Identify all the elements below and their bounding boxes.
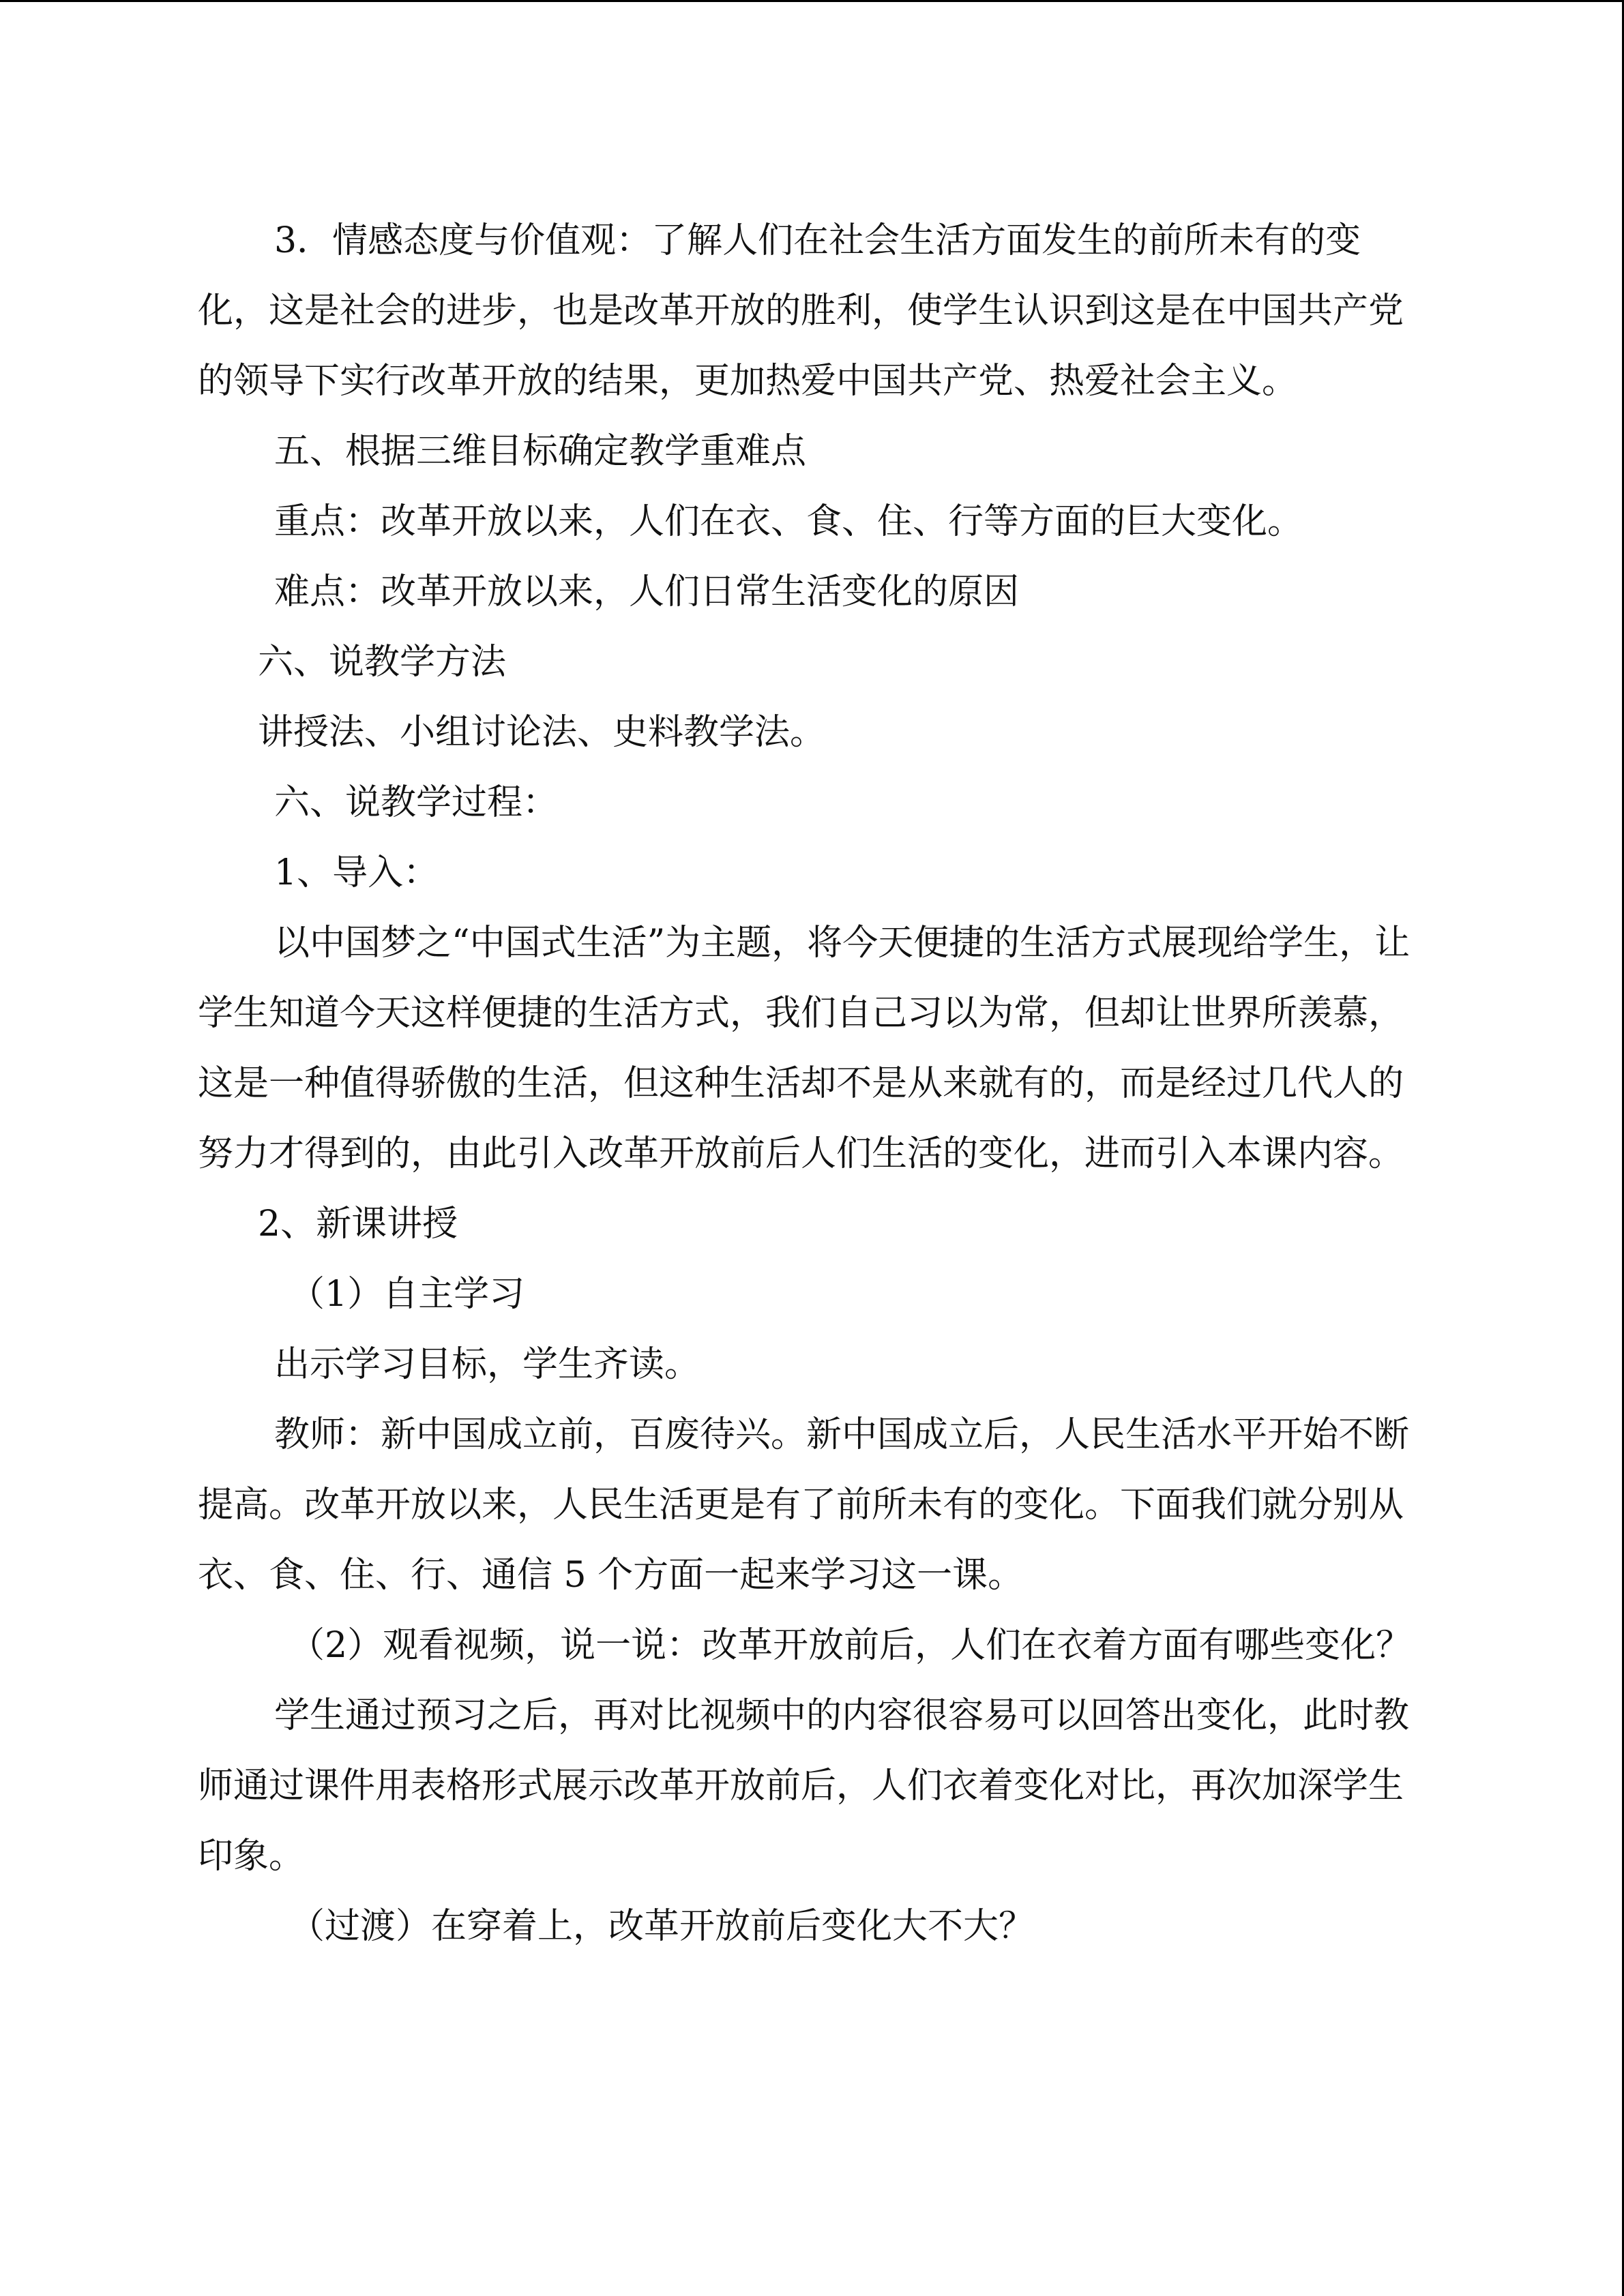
page-top-border — [0, 0, 1624, 2]
paragraph-transition: （过渡）在穿着上，改革开放前后变化大不大？ — [289, 1906, 1035, 1947]
document-body — [198, 206, 1419, 1962]
paragraph-students-review: 学生通过预习之后，再对比视频中的内容很容易可以回答出变化，此时教师通过课件用表格形式展示改革开放前后，人们衣着变化对比，再次加深学生印象。 — [198, 1695, 1410, 1877]
paragraph-introduction: 以中国梦之“中国式生活”为主题，将今天便捷的生活方式展现给学生，让学生知道今天这样便捷的生活方式，我们自己习以为常，但却让世界所羡慕，这是一种值得骄傲的生活，但这种生活却不是从来就有的，而是经过几代人的努力才得到的，由此引入改革开放前后人们生活的变化，进而引入本课内容。 — [198, 923, 1411, 1174]
paragraph-emotional-goals: 3．情感态度与价值观：了解人们在社会生活方面发生的前所未有的变化，这是社会的进步，也是改革开放的胜利，使学生认识到这是在中国共产党的领导下实行改革开放的结果，更加热爱中国共产党、热爱社会主义。 — [198, 220, 1404, 402]
heading-teaching-process: 六、说教学过程： — [274, 782, 559, 823]
paragraph-difficult-point: 难点：改革开放以来，人们日常生活变化的原因 — [274, 571, 1020, 612]
heading-self-study: （1）自主学习 — [289, 1274, 525, 1315]
heading-new-lesson: 2、新课讲授 — [258, 1204, 458, 1244]
paragraph-teacher: 教师：新中国成立前，百废待兴。新中国成立后，人民生活水平开始不断提高。改革开放以来，人民生活更是有了前所未有的变化。下面我们就分别从衣、食、住、行、通信 5 个方面一起来学习这一课。 — [198, 1414, 1410, 1596]
heading-introduction: 1、导入： — [274, 852, 439, 893]
heading-key-difficult-points: 五、根据三维目标确定教学重难点 — [274, 431, 807, 472]
paragraph-teaching-methods: 讲授法、小组讨论法、史料教学法。 — [258, 712, 826, 753]
heading-teaching-methods: 六、说教学方法 — [258, 642, 507, 683]
paragraph-watch-video: （2）观看视频，说一说：改革开放前后，人们在衣着方面有哪些变化？ — [289, 1625, 1412, 1666]
paragraph-key-point: 重点：改革开放以来，人们在衣、食、住、行等方面的巨大变化。 — [274, 501, 1303, 542]
paragraph-show-goals: 出示学习目标，学生齐读。 — [274, 1344, 700, 1385]
